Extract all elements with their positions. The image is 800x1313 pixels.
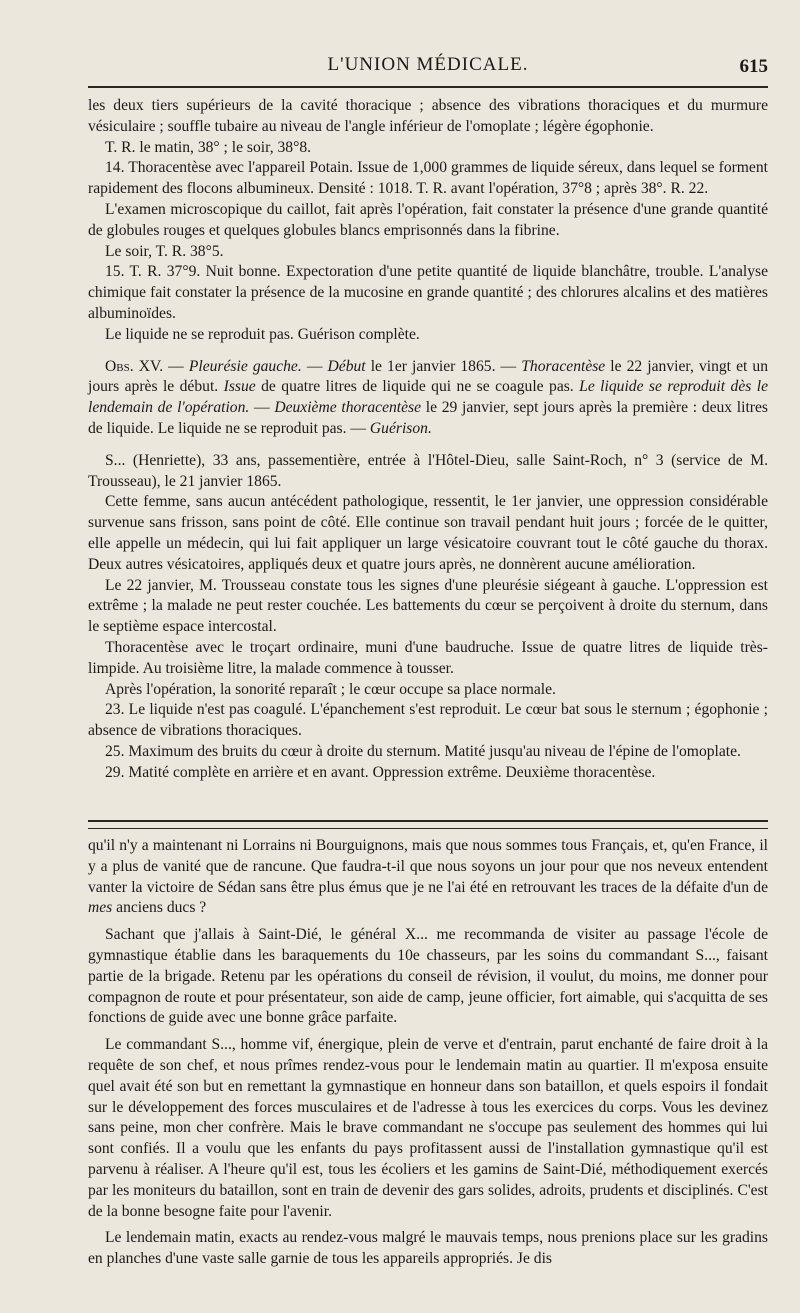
observation-text: Début [327,357,366,375]
paragraph: 14. Thoracentèse avec l'appareil Potain. Issue de 1,000 grammes de liquide séreux, dans lequel se forment rapidement des flocons albumineux. Densité : 1018. T. R. avant l'opération, 37°8 ; après 38°. R. 22. [88,159,768,198]
observation-text: Issue [223,378,256,396]
paragraph: Cette femme, sans aucun antécédent pathologique, ressentit, le 1er janvier, une oppression considérable survenue sans frisson, sans point de côté. Elle continue son travail pendant huit jours ; forcée de le quitter, elle appelle un médecin, qui lui fait appliquer un large vésicatoire couvrant tout le côté gauche du thorax. Deux autres vésicatoires, appliqués deux et quatre jours après, ne donnèrent aucune amélioration. [88,493,768,573]
observation-outcome: Guérison. [369,419,432,437]
paragraph: S... (Henriette), 33 ans, passementière, entrée à l'Hôtel-Dieu, salle Saint-Roch, n° 3 (service de M. Trousseau), le 21 janvier 1865. [88,451,768,490]
dash: — [500,357,522,375]
observation-text: le 29 janvier, sept jours après la première : deux litres de liquide. Le liquide ne se reproduit pas. — [88,399,768,437]
page-header [88,54,768,84]
paragraph: 15. T. R. 37°9. Nuit bonne. Expectoration d'une petite quantité de liquide blanchâtre, trouble. L'analyse chimique fait constater la présence de la mucosine en grande quantité ; des chlorures alcalins et des matières albuminoïdes. [88,263,768,322]
header-rule [88,86,768,88]
observation-text: le 22 janvier, vingt et un jours après le début. [88,357,769,396]
paragraph: 29. Matité complète en arrière et en avant. Oppression extrême. Deuxième thoracentèse. [105,763,656,781]
observation-text: Deuxième thoracentèse [274,399,422,417]
observation-heading [88,357,768,440]
emphasis: mes [88,899,113,917]
page-number: 615 [739,56,768,77]
paragraph: Le 22 janvier, M. Trousseau constate tous les signes d'une pleurésie siégeant à gauche. L'oppression est extrême ; la malade ne peut rester couchée. Les battements du cœur se perçoivent à droite du sternum, dans le septième espace intercostal. [88,576,768,636]
observation-text: le 1er janvier 1865. [365,357,501,375]
paragraph: Le lendemain matin, exacts au rendez-vous malgré le mauvais temps, nous prenions place sur les gradins en planches d'une vaste salle garnie de tous les appareils appropriés. Je dis [88,1229,768,1268]
observation-text: de quatre litres de liquide qui ne se coagule pas. [255,378,580,396]
dash: — [163,357,189,375]
observation-diagnosis: Pleurésie gauche. [188,357,302,375]
paragraph: Le soir, T. R. 38°5. [105,242,224,260]
paragraph: Thoracentèse avec le troçart ordinaire, muni d'une baudruche. Issue de quatre litres de liquide très-limpide. Au troisième litre, la malade commence à tousser. [88,638,768,677]
paragraph: Après l'opération, la sonorité reparaît ; le cœur occupe sa place normale. [105,680,556,698]
paragraph: Sachant que j'allais à Saint-Dié, le général X... me recommanda de visiter au passage l'école de gymnastique établie dans les baraquements du 10e chasseurs, par les soins du commandant S..., faisant partie de la brigade. Retenu par les opérations du conseil de révision, il voulut, du moins, me donner pour compagnon de route et pour présentateur, son aide de camp, jeune officier, fort aimable, qui s'acquitta de ses fonctions de guide avec une bonne grâce parfaite. [88,926,768,1027]
dash: — [301,357,328,375]
observation-text: Le liquide se reproduit dès le lendemain de l'opération. [88,378,769,417]
paragraph: Le liquide ne se reproduit pas. Guérison complète. [105,325,420,343]
section-separator [88,820,768,829]
paragraph: 25. Maximum des bruits du cœur à droite du sternum. Matité jusqu'au niveau de l'épine de l'omoplate. [105,742,741,760]
running-title: L'UNION MÉDICALE. [327,54,529,75]
paragraph-text: qu'il n'y a maintenant ni Lorrains ni Bourguignons, mais que nous sommes tous Français, et, qu'en France, il y a plus de vanité que de rancune. Que faudra-t-il que nous soyons un jour pour que nos neveux entendent vanter la victoire de Sédan sans être plus émus que je ne l'ai été en retrouvant les traces de la défaite d'un de [88,837,768,896]
paragraph: Le commandant S..., homme vif, énergique, plein de verve et d'entrain, parut enchanté de faire droit à la requête de son chef, et nous prîmes rendez-vous pour le lendemain matin au quartier. Il m'exposa ensuite quel avait été son but en remettant la gymnastique en honneur dans son bataillon, et quels espoirs il fondait sur le développement des forces musculaires et de l'adresse à tous les exercices du corps. Vous les devinez sans peine, mon cher confrère. Mais le brave commandant ne s'occupe pas seulement des hommes qui lui sont confiés. Il a voulu que les enfants du pays profitassent aussi de l'installation gymnastique qu'il est parvenu à réaliser. A l'heure qu'il est, tous les écoliers et les gamins de Saint-Dié, méthodiquement exercés par les moniteurs du bataillon, sont en train de devenir des gars solides, adroits, prudents et disciplinés. C'est de la bonne besogne faite pour l'avenir. [88,1036,768,1220]
paragraph: T. R. le matin, 38° ; le soir, 38°8. [105,138,312,156]
paragraph: 23. Le liquide n'est pas coagulé. L'épanchement s'est reproduit. Le cœur bat sous le sternum ; égophonie ; absence de vibrations thoraciques. [88,701,768,740]
paragraph [88,836,768,919]
clinical-section [88,96,768,784]
feuilleton-section [88,836,768,1270]
dash: — [249,399,275,417]
paragraph: L'examen microscopique du caillot, fait après l'opération, fait constater la présence d'une grande quantité de globules rouges et quelques globules blancs emprisonnés dans la fibrine. [88,200,768,239]
observation-text: Thoracentèse [521,357,606,375]
observation-label: Obs. XV. [105,357,164,375]
paragraph-text: anciens ducs ? [112,899,207,917]
paragraph: les deux tiers supérieurs de la cavité thoracique ; absence des vibrations thoraciques et du murmure vésiculaire ; souffle tubaire au niveau de l'angle inférieur de l'omoplate ; légère égophonie. [88,97,768,135]
